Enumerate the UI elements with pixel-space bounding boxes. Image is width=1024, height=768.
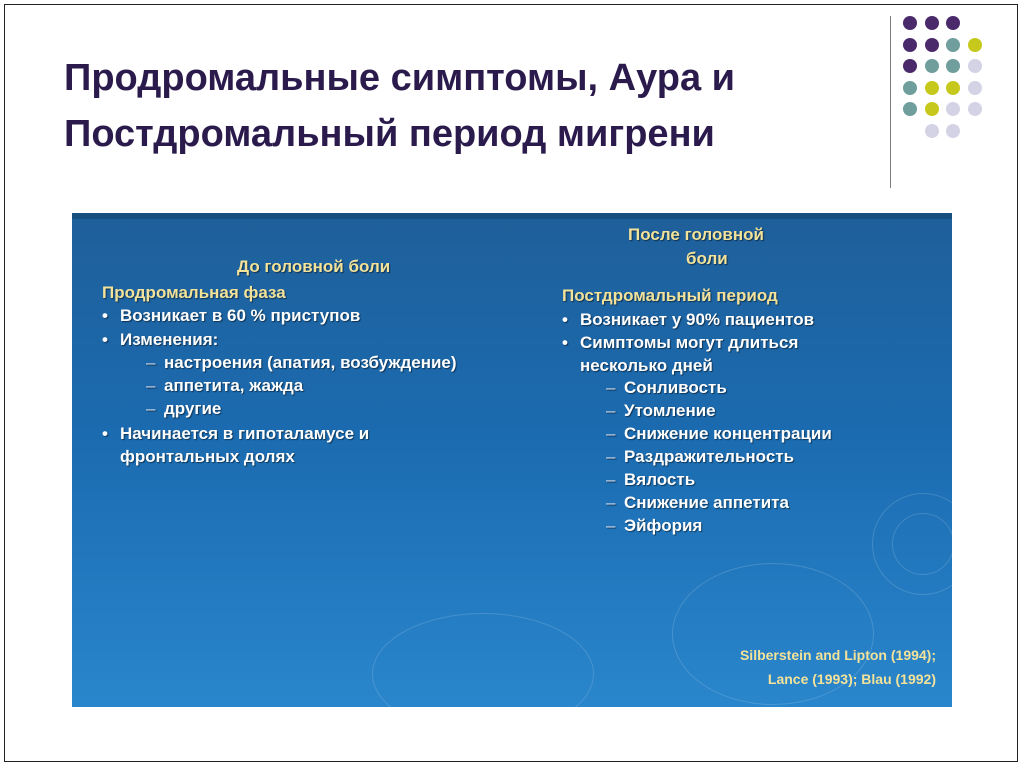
decorative-dot bbox=[903, 81, 917, 95]
right-list-item-text: Утомление bbox=[624, 401, 716, 420]
decorative-dot bbox=[968, 81, 982, 95]
right-list-item-text: Вялость bbox=[624, 470, 696, 489]
decorative-dot bbox=[946, 81, 960, 95]
left-bullet-2: Изменения: bbox=[120, 330, 219, 349]
slide-title bbox=[64, 50, 864, 162]
right-header-line-2: боли bbox=[686, 249, 728, 268]
right-list-item: – Снижение аппетита bbox=[606, 493, 789, 512]
right-list-item-text: Сонливость bbox=[624, 378, 727, 397]
decorative-dot bbox=[946, 16, 960, 30]
left-sub-2: аппетита, жажда bbox=[164, 376, 304, 395]
left-phase: Продромальная фаза bbox=[102, 283, 286, 302]
title-line-2: Постдромальный период мигрени bbox=[64, 113, 715, 155]
decorative-dot bbox=[946, 102, 960, 116]
left-bullet-1: Возникает в 60 % приступов bbox=[120, 306, 361, 325]
right-list-item-text: Снижение аппетита bbox=[624, 493, 789, 512]
right-bullet-1: Возникает у 90% пациентов bbox=[580, 310, 815, 329]
decorative-dot bbox=[925, 81, 939, 95]
decorative-dot bbox=[925, 102, 939, 116]
reference-line-2: Lance (1993); Blau (1992) bbox=[767, 671, 936, 687]
divider-line bbox=[890, 16, 891, 188]
left-sub-1: настроения (апатия, возбуждение) bbox=[164, 353, 457, 372]
ripple-decoration bbox=[872, 493, 952, 595]
left-sub-3: другие bbox=[164, 399, 222, 418]
left-bullet-3-line2: фронтальных долях bbox=[120, 447, 295, 466]
decorative-dot bbox=[968, 59, 982, 73]
right-list-item-text: Эйфория bbox=[624, 516, 703, 535]
right-list-item: – Сонливость bbox=[606, 378, 727, 397]
title-line-1: Продромальные симптомы, Аура и bbox=[64, 57, 736, 99]
right-list-item-text: Снижение концентрации bbox=[624, 424, 832, 443]
right-header-line-1: После головной bbox=[628, 225, 764, 244]
decorative-dot bbox=[925, 38, 939, 52]
right-list-item: – Снижение концентрации bbox=[606, 424, 832, 443]
right-phase: Постдромальный период bbox=[562, 286, 778, 305]
ripple-decoration bbox=[372, 613, 594, 707]
decorative-dot bbox=[968, 38, 982, 52]
decorative-dot bbox=[903, 102, 917, 116]
reference-line-1: Silberstein and Lipton (1994); bbox=[739, 647, 936, 663]
right-list-item: – Эйфория bbox=[606, 516, 703, 535]
right-list-item: – Утомление bbox=[606, 401, 716, 420]
decorative-dot bbox=[925, 59, 939, 73]
right-bullet-2-line1: Симптомы могут длиться bbox=[580, 333, 799, 352]
decorative-dot bbox=[903, 38, 917, 52]
decorative-dot bbox=[903, 59, 917, 73]
references bbox=[740, 643, 936, 691]
right-list-item: – Вялость bbox=[606, 470, 696, 489]
decorative-dot bbox=[968, 102, 982, 116]
content-panel: До головной боли Продромальная фаза • Возникает в 60 % приступов • Изменения: – настроения (апатия, возбуждение) – аппетита, жажда – другие • Начинается в гипоталамусе и фронтальных долях После головной боли Постдромальный период • Возникает у 90% пациентов • Симптомы могут длиться несколько дней – Сонливость – Утомление – Снижение концентрации – Раздражительность – Вялость – Снижение аппетита – Эйфория Silberstein and Lipton (1994); Lance (1993); Blau (1992) bbox=[72, 213, 952, 707]
right-list-item: – Раздражительность bbox=[606, 447, 795, 466]
right-bullet-2-line2: несколько дней bbox=[580, 356, 713, 375]
decorative-dot bbox=[946, 59, 960, 73]
left-bullet-3-line1: Начинается в гипоталамусе и bbox=[120, 424, 370, 443]
decorative-dot bbox=[946, 38, 960, 52]
decorative-dot bbox=[946, 124, 960, 138]
left-header: До головной боли bbox=[237, 257, 391, 276]
right-list-item-text: Раздражительность bbox=[624, 447, 795, 466]
decorative-dot bbox=[925, 16, 939, 30]
decorative-dot bbox=[903, 16, 917, 30]
decorative-dot bbox=[925, 124, 939, 138]
